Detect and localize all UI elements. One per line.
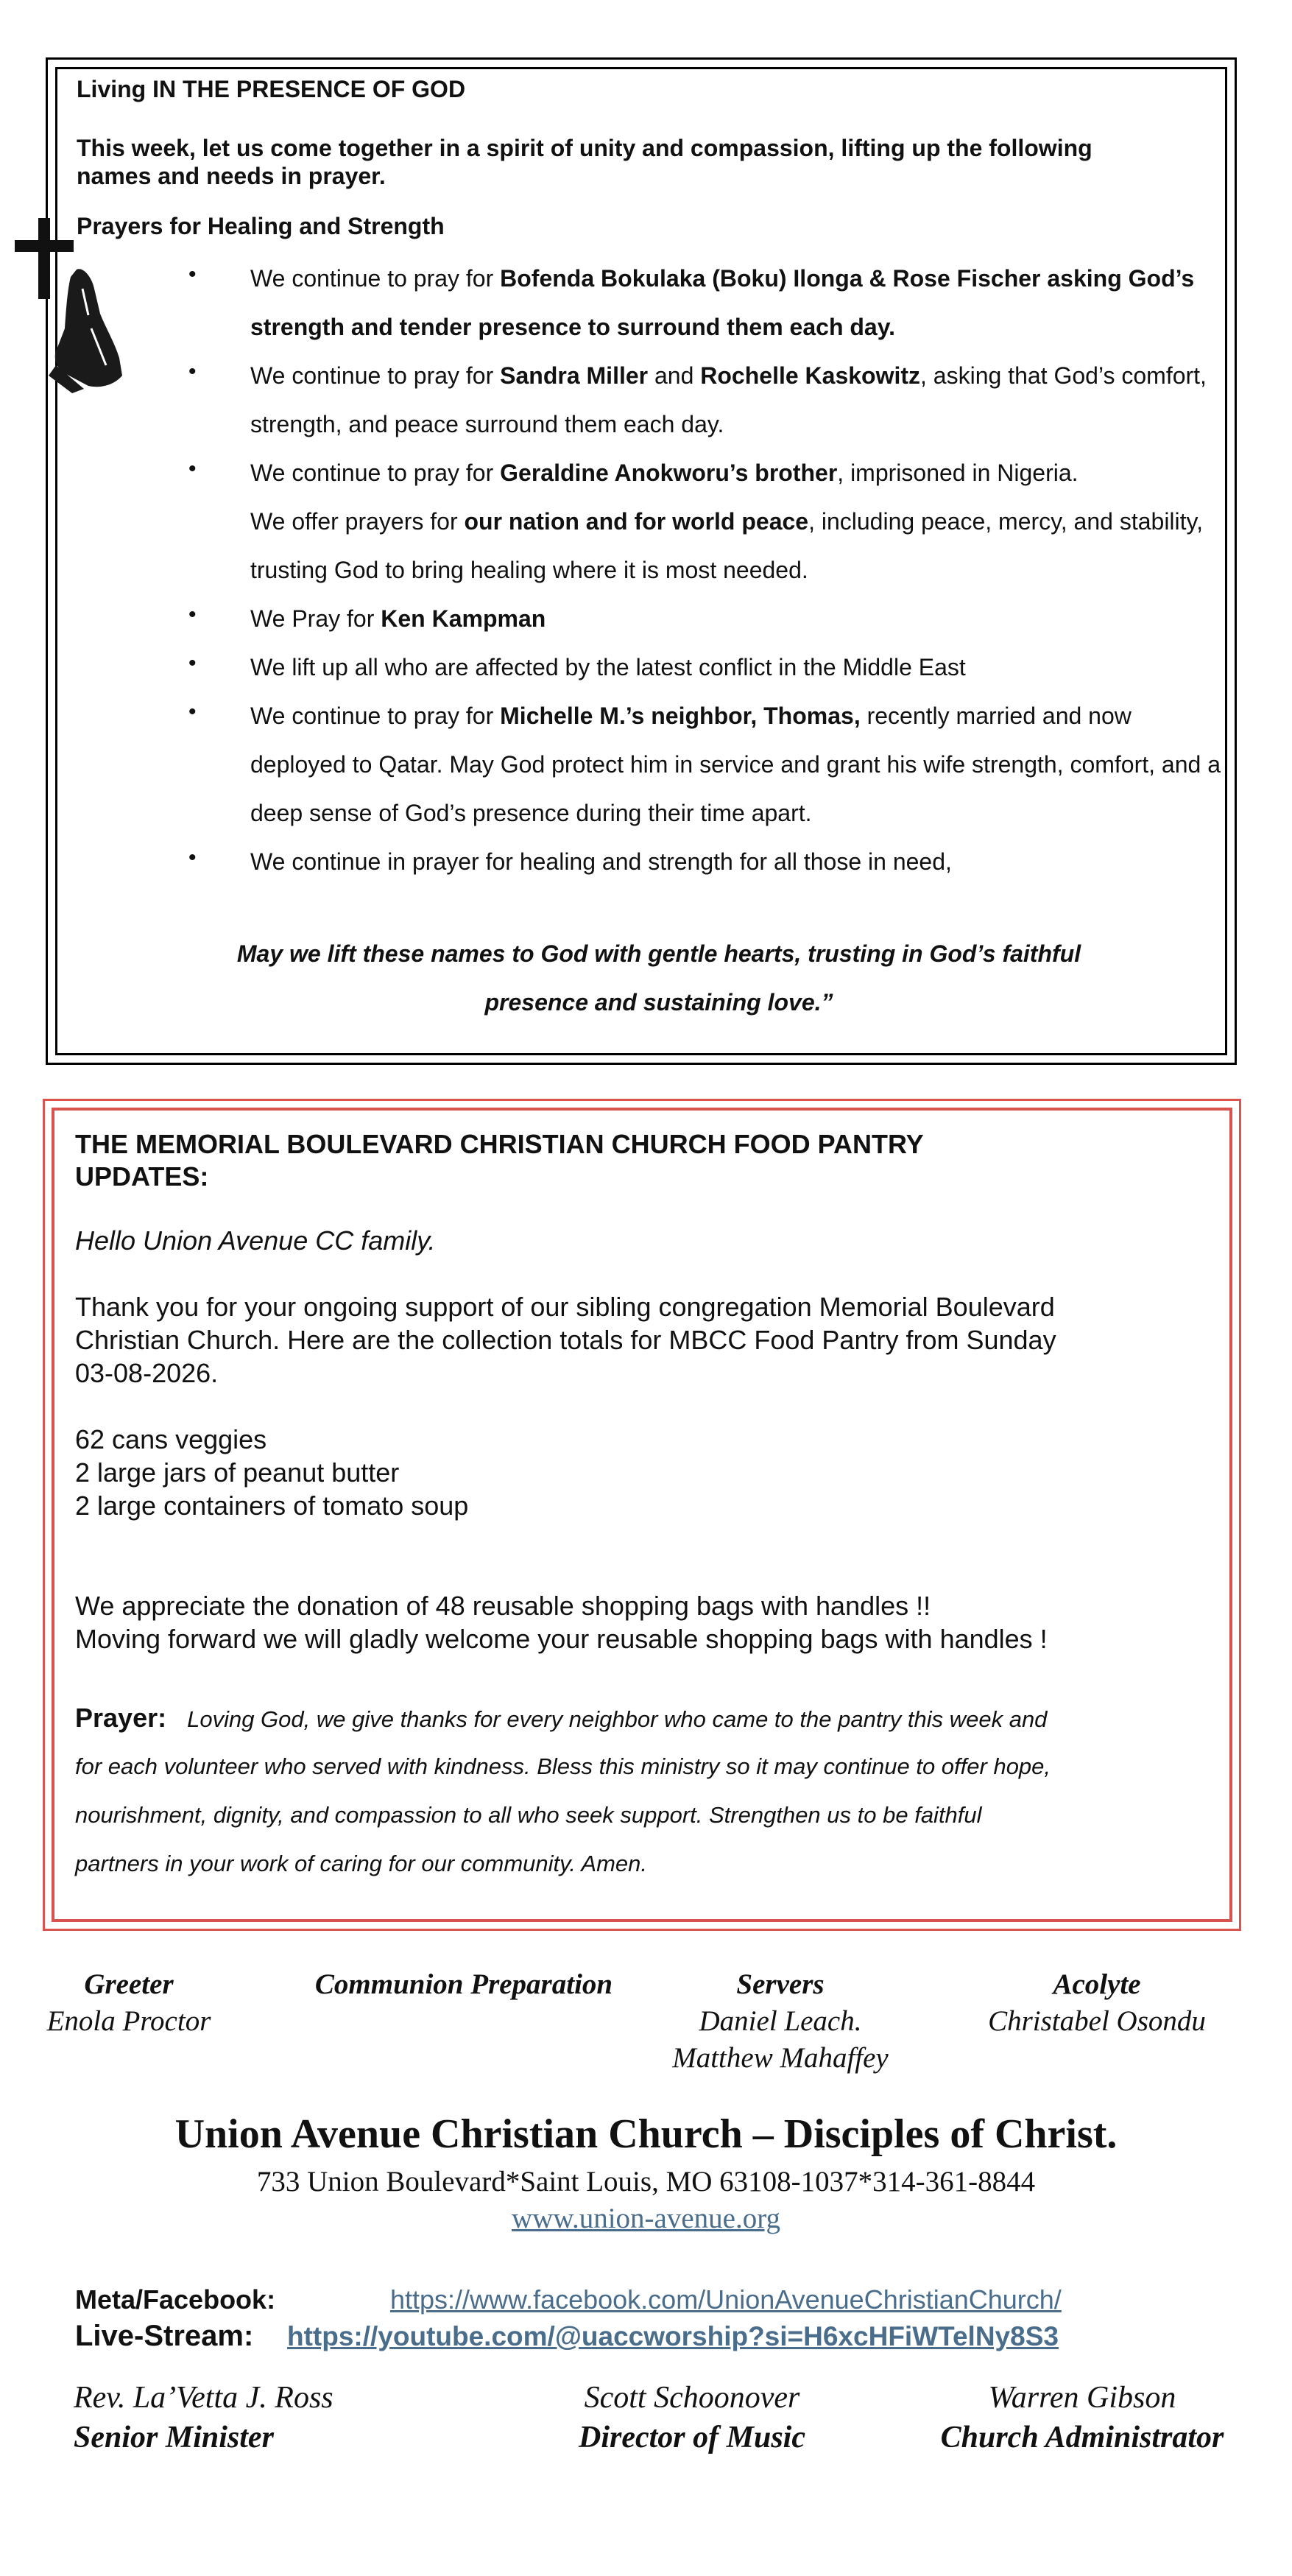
bullet-2: • (188, 359, 197, 384)
church-website-link[interactable]: www.union-avenue.org (512, 2203, 780, 2234)
pantry-collected-item: 62 cans veggies (75, 1424, 267, 1454)
livestream-link[interactable]: https://youtube.com/@uaccworship?si=H6xcHFiWTelNy8S3 (287, 2321, 1059, 2351)
pantry-thanks-line-3: 03-08-2026. (75, 1358, 219, 1388)
pantry-prayer-line-3: nourishment, dignity, and compassion to all who seek support. Strengthen us to be faithful (75, 1802, 982, 1828)
prayer-item-3-line2-pre: We offer prayers for (250, 508, 465, 535)
prayer-item-7-text: We continue in prayer for healing and strength for all those in need, (250, 848, 952, 875)
staff-title-admin: Church Administrator (940, 2421, 1224, 2454)
pantry-collected-item: 2 large containers of tomato soup (75, 1491, 469, 1521)
pantry-prayer-line-2: for each volunteer who served with kindness. Bless this ministry so it may continue to offer hope, (75, 1753, 1051, 1779)
servers-title: Servers (736, 1968, 825, 2000)
prayer-item-2-mid: and (648, 362, 701, 389)
pantry-appreciate-line-2: Moving forward we will gladly welcome your reusable shopping bags with handles ! (75, 1624, 1048, 1654)
pantry-prayer-line-1 (75, 1694, 1209, 1744)
servers-name-2: Matthew Mahaffey (672, 2042, 889, 2074)
prayer-title: Living IN THE PRESENCE OF GOD (77, 76, 466, 102)
bullet-6: • (188, 700, 197, 724)
communion-title: Communion Preparation (314, 1968, 613, 2000)
pantry-prayer-label: Prayer: (75, 1703, 167, 1733)
staff-name-admin: Warren Gibson (988, 2381, 1176, 2415)
prayer-item-5 (250, 643, 1222, 691)
prayer-item-3-post: , imprisoned in Nigeria. (837, 460, 1079, 486)
pantry-thanks-line-2: Christian Church. Here are the collection totals for MBCC Food Pantry from Sunday (75, 1325, 1056, 1355)
greeter-title: Greeter (84, 1968, 174, 2000)
livestream-link-wrap (287, 2321, 1059, 2352)
prayer-item-4 (250, 594, 1222, 643)
prayer-item-3 (250, 448, 1222, 594)
pantry-title-line-1: THE MEMORIAL BOULEVARD CHRISTIAN CHURCH FOOD PANTRY (75, 1129, 924, 1159)
prayer-item-6-pre: We continue to pray for (250, 703, 501, 729)
livestream-label: Live-Stream: (75, 2320, 254, 2352)
prayer-item-3-name: Geraldine Anokworu’s brother (500, 460, 838, 486)
prayer-item-3-line2-bold: our nation and for world peace (464, 508, 809, 535)
prayer-item-2-post: , asking that God’s comfort, strength, and peace surround them each day. (250, 362, 1207, 437)
prayer-item-3-pre: We continue to pray for (250, 460, 501, 486)
bullet-3: • (188, 457, 197, 481)
pantry-thanks-line-1: Thank you for your ongoing support of our sibling congregation Memorial Boulevard (75, 1292, 1055, 1322)
staff-title-music: Director of Music (579, 2421, 805, 2454)
prayer-intro-line-2: names and needs in prayer. (77, 163, 386, 189)
servers-name-1: Daniel Leach. (699, 2005, 862, 2037)
prayer-intro-line-1: This week, let us come together in a spirit of unity and compassion, lifting up the following (77, 135, 1092, 161)
prayer-item-4-name: Ken Kampman (381, 605, 546, 632)
prayer-section-title: Prayers for Healing and Strength (77, 213, 445, 239)
pantry-collected-item: 2 large jars of peanut butter (75, 1457, 400, 1488)
pantry-title-line-2: UPDATES: (75, 1161, 209, 1192)
prayer-item-5-text: We lift up all who are affected by the latest conflict in the Middle East (250, 654, 966, 680)
praying-hands-cross-icon (12, 218, 130, 395)
greeter-name: Enola Proctor (46, 2005, 211, 2037)
facebook-link[interactable]: https://www.facebook.com/UnionAvenueChristianChurch/ (390, 2284, 1062, 2315)
prayer-item-2-name-a: Sandra Miller (500, 362, 649, 389)
prayer-item-6-post: recently married and now deployed to Qatar. May God protect him in service and grant his wife strength, comfort, and a deep sense of God’s presence during their time apart. (250, 703, 1221, 826)
prayer-item-6-name: Michelle M.’s neighbor, Thomas, (500, 703, 861, 729)
staff-title-minister: Senior Minister (74, 2421, 274, 2454)
prayer-item-3-line2-post: , including peace, mercy, and stability, trusting God to bring healing where it is most needed. (250, 508, 1204, 583)
facebook-label: Meta/Facebook: (75, 2284, 276, 2315)
prayer-item-2-pre: We continue to pray for (250, 362, 501, 389)
bullet-4: • (188, 602, 197, 627)
pantry-prayer-text-1: Loving God, we give thanks for every neighbor who came to the pantry this week and (187, 1706, 1048, 1732)
prayer-item-7 (250, 837, 1222, 886)
pantry-greeting: Hello Union Avenue CC family. (75, 1225, 436, 1256)
prayer-item-4-pre: We Pray for (250, 605, 381, 632)
pantry-prayer-line-4: partners in your work of caring for our community. Amen. (75, 1851, 648, 1876)
bullet-5: • (188, 651, 197, 675)
prayer-item-1 (250, 254, 1222, 351)
prayer-item-2 (250, 351, 1222, 448)
acolyte-title: Acolyte (1053, 1968, 1141, 2000)
prayer-item-1-names: Bofenda Bokulaka (Boku) Ilonga & Rose Fischer asking God’s strength and tender presence to surround them each day. (250, 265, 1195, 340)
prayer-closing-line-1: May we lift these names to God with gentle hearts, trusting in God’s faithful (236, 940, 1081, 967)
bullet-7: • (188, 845, 197, 870)
facebook-link-wrap (390, 2284, 1062, 2315)
church-name: Union Avenue Christian Church – Disciples of Christ. (174, 2111, 1118, 2157)
prayer-item-6 (250, 691, 1222, 837)
bullet-1: • (188, 262, 197, 286)
church-address: 733 Union Boulevard*Saint Louis, MO 63108-1037*314-361-8844 (256, 2166, 1036, 2197)
prayer-item-2-name-b: Rochelle Kaskowitz (700, 362, 921, 389)
pantry-appreciate-line-1: We appreciate the donation of 48 reusable shopping bags with handles !! (75, 1591, 931, 1621)
staff-name-music: Scott Schoonover (584, 2381, 800, 2415)
prayer-item-1-pre: We continue to pray for (250, 265, 501, 292)
church-website-wrap (0, 2202, 1292, 2235)
acolyte-name: Christabel Osondu (988, 2005, 1206, 2037)
staff-name-minister: Rev. La’Vetta J. Ross (74, 2381, 333, 2415)
prayer-closing-line-2: presence and sustaining love.” (484, 989, 833, 1016)
